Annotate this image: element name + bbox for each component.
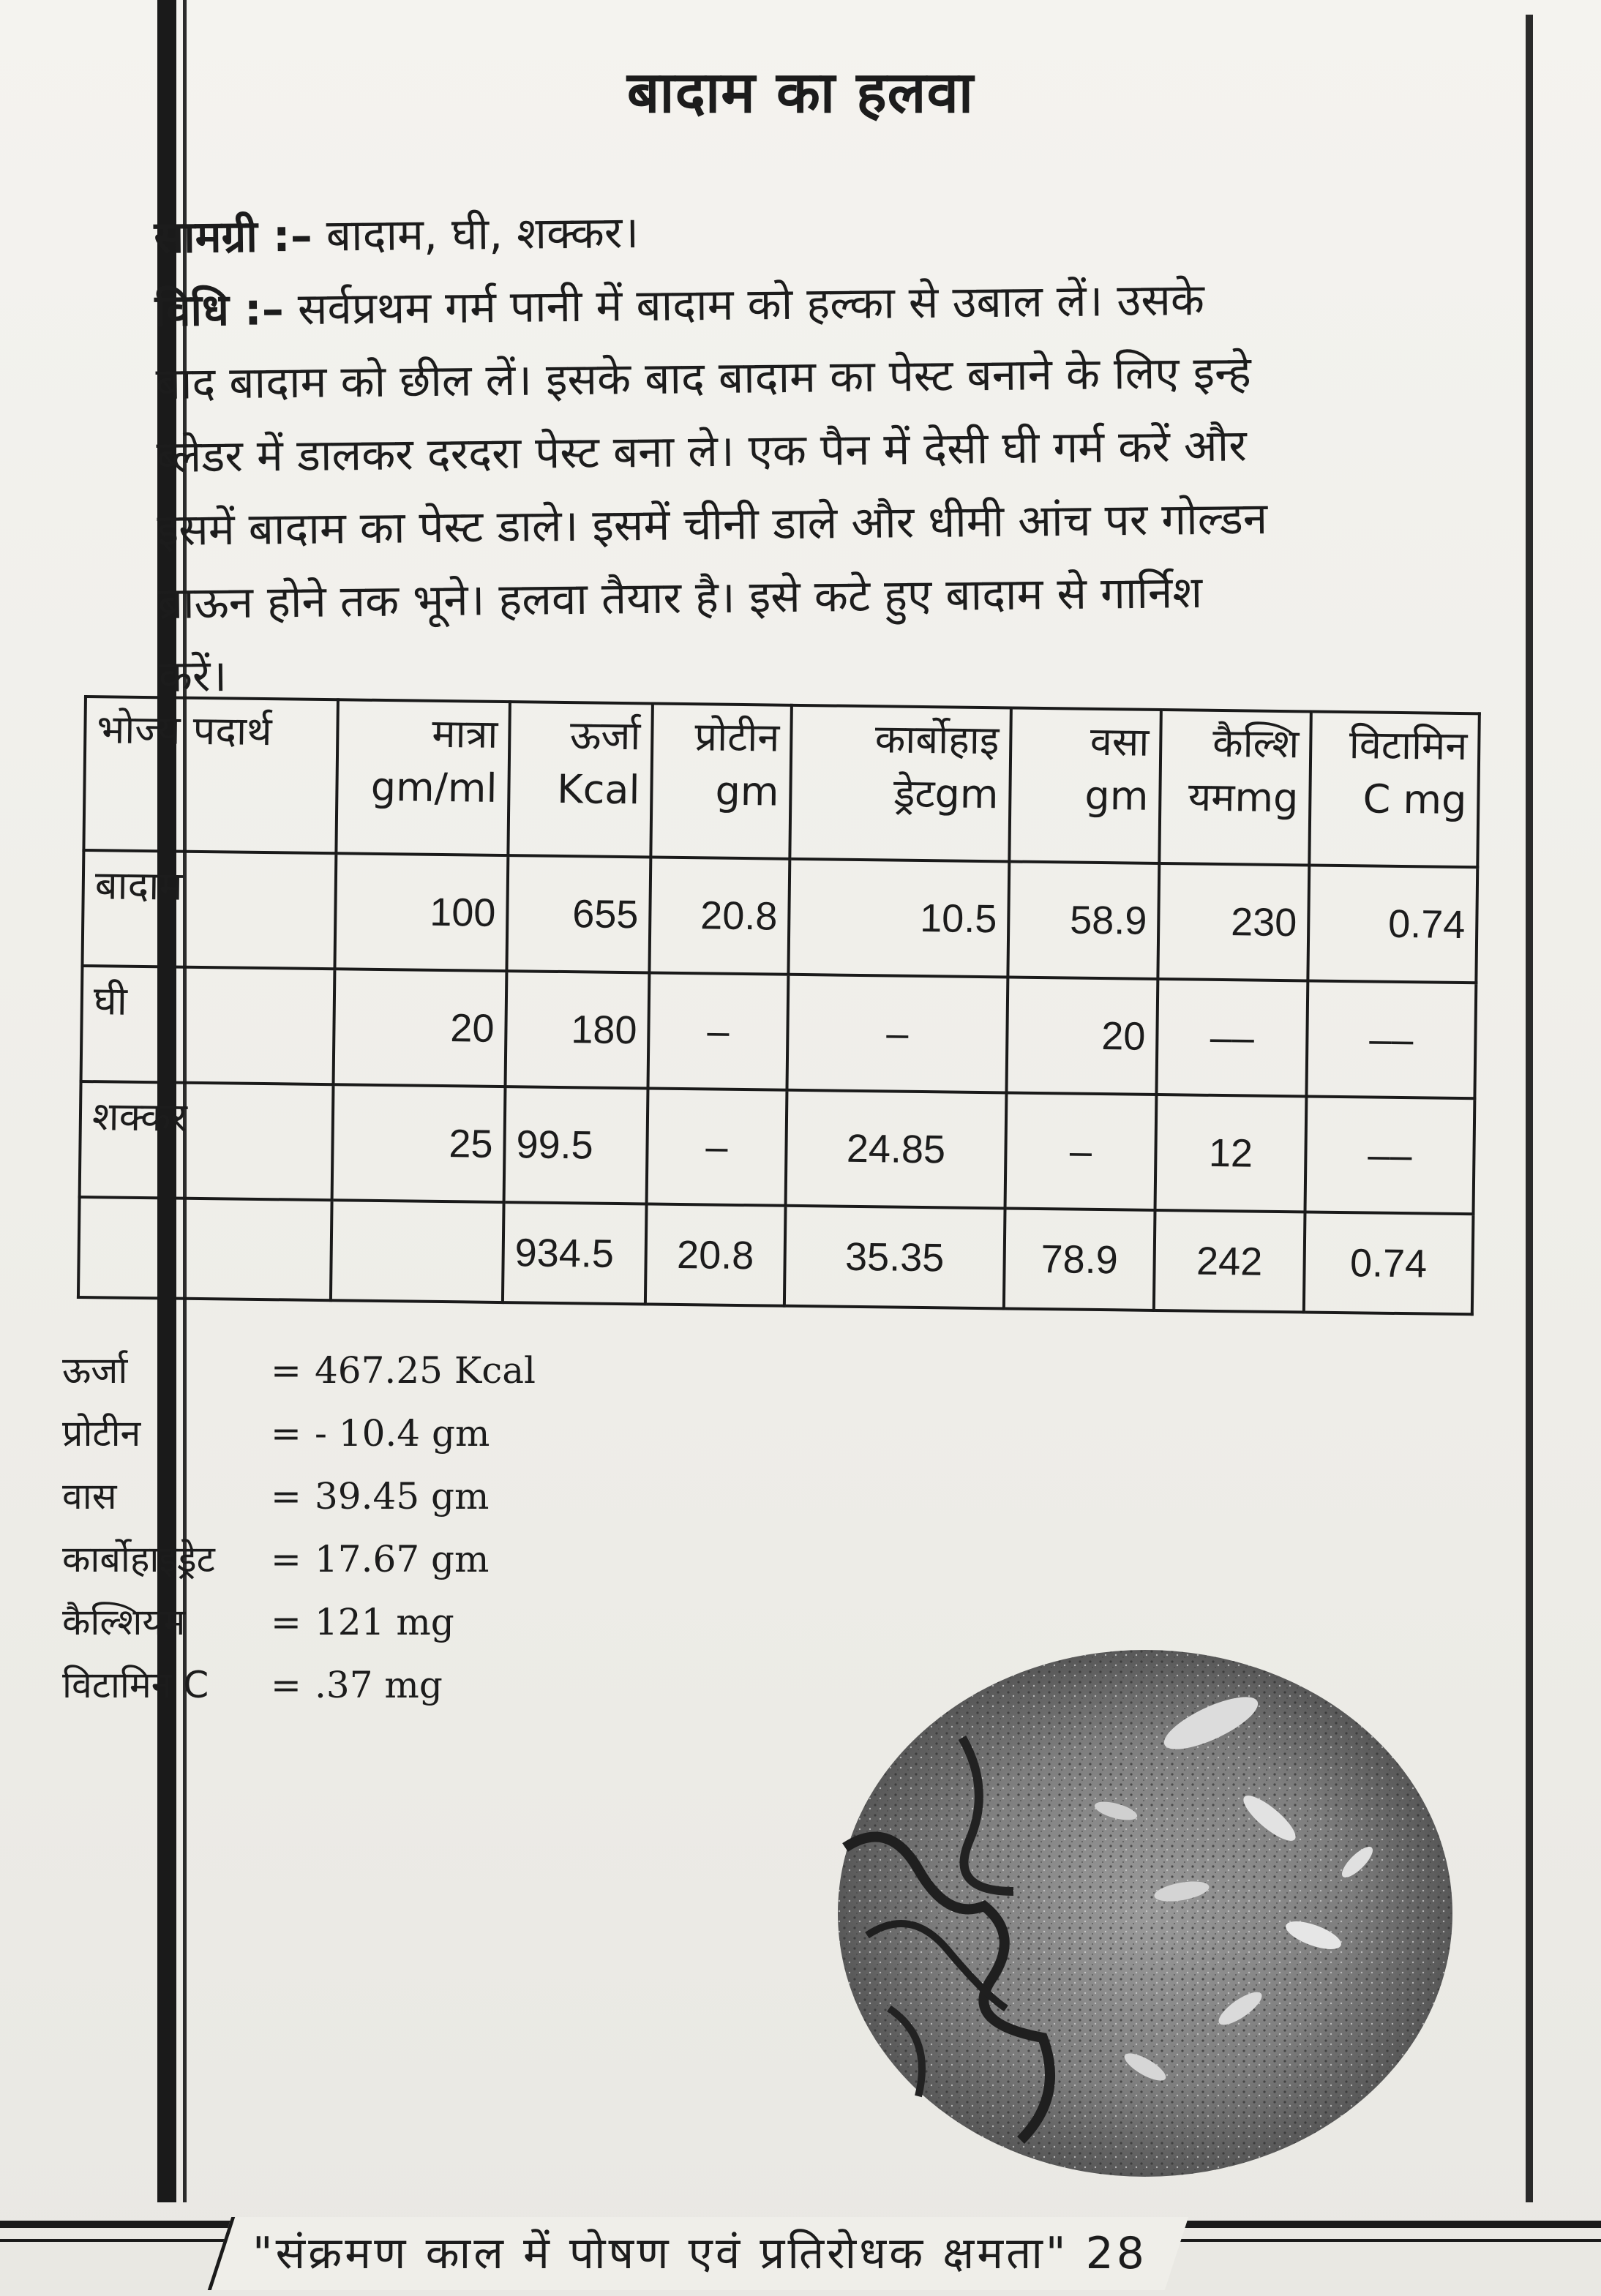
table-cell: 20.8 <box>649 857 790 974</box>
page-number: 28 <box>1085 2228 1147 2279</box>
table-cell: 78.9 <box>1004 1208 1155 1310</box>
method-line: ब्लेडर में डालकर दरदरा पेस्ट बना ले। एक पैन में देसी घी गर्म करें और <box>156 420 1248 483</box>
table-cell: 35.35 <box>784 1206 1005 1309</box>
method-line <box>154 260 1523 348</box>
summary-value: .37 mg <box>315 1664 443 1706</box>
table-cell: 24.85 <box>786 1090 1007 1209</box>
summary-equals: = <box>271 1349 301 1392</box>
table-cell: 0.74 <box>1304 1212 1474 1314</box>
table-cell: 934.5 <box>503 1202 647 1304</box>
footer <box>208 2217 1188 2290</box>
table-cell: 655 <box>506 855 650 972</box>
header-energy: ऊर्जा Kcal <box>508 702 653 857</box>
page-frame-right <box>1526 15 1533 2202</box>
table-cell: – <box>648 972 788 1089</box>
ingredients-line <box>154 187 1523 274</box>
summary-value: 39.45 gm <box>315 1475 490 1517</box>
summary-label: वास <box>62 1475 117 1517</box>
header-protein: प्रोटीन gm <box>650 703 792 858</box>
nutrition-table <box>77 695 1481 1316</box>
method-label: विधि :– <box>154 284 285 337</box>
table-cell: – <box>787 975 1008 1093</box>
table-cell: – <box>1005 1092 1157 1210</box>
table-row <box>80 1081 1475 1214</box>
table-cell: 20 <box>334 969 507 1087</box>
header-quantity: मात्रा gm/ml <box>336 699 510 855</box>
summary-equals: = <box>271 1412 301 1455</box>
header-fat: वसा gm <box>1009 708 1161 863</box>
method-line: इसमें बादाम का पेस्ट डाले। इसमें चीनी डाले और धीमी आंच पर गोल्डन <box>157 493 1268 556</box>
recipe-title: बादाम का हलवा <box>626 59 975 126</box>
table-cell: 242 <box>1154 1210 1305 1312</box>
header-food-item: भोज्य पदार्थ <box>83 697 338 853</box>
method-line-1: सर्वप्रथम गर्म पानी में बादाम को हल्का से उबाल लें। उसके <box>297 274 1205 335</box>
ingredients-label: सामग्री :– <box>154 210 313 263</box>
summary-label: प्रोटीन <box>62 1412 141 1455</box>
table-cell: घी <box>81 966 335 1084</box>
table-cell: 10.5 <box>788 859 1009 978</box>
method-line: बाद बादाम को छील लें। इसके बाद बादाम का पेस्ट बनाने के लिए इन्हे <box>155 347 1252 410</box>
table-cell: – <box>647 1088 787 1205</box>
table-cell: 20 <box>1006 977 1158 1095</box>
summary-label: विटामिन C <box>62 1664 209 1706</box>
header-carbohydrate: कार्बोहाइ ड्रेटgm <box>790 705 1011 862</box>
header-calcium: कैल्शि यमmg <box>1159 710 1311 865</box>
table-cell: 12 <box>1155 1095 1307 1212</box>
footer-text: "संक्रमण काल में पोषण एवं प्रतिरोधक क्षमता" <box>252 2228 1069 2279</box>
table-cell: –– <box>1306 980 1476 1098</box>
table-cell: –– <box>1305 1096 1474 1214</box>
table-cell: –– <box>1156 979 1308 1097</box>
table-cell: 180 <box>506 971 650 1088</box>
method-line: करें। <box>158 650 228 702</box>
table-cell: 230 <box>1158 863 1309 981</box>
table-row <box>81 966 1477 1098</box>
halwa-photo <box>801 1628 1460 2184</box>
table-header-row <box>83 697 1479 867</box>
table-cell: 0.74 <box>1308 865 1477 983</box>
table-cell: 99.5 <box>504 1087 648 1204</box>
summary-value: 17.67 gm <box>315 1538 490 1580</box>
summary-equals: = <box>271 1601 301 1643</box>
table-cell: 20.8 <box>645 1204 786 1305</box>
recipe-text <box>154 187 1527 713</box>
summary-value: 121 mg <box>315 1601 454 1643</box>
table-cell: शक्कर <box>80 1081 334 1200</box>
summary-value: - 10.4 gm <box>315 1412 490 1455</box>
summary-label: कैल्शियम <box>62 1601 186 1643</box>
method-line: ब्राऊन होने तक भूने। हलवा तैयार है। इसे कटे हुए बादाम से गार्निश <box>157 567 1203 629</box>
table-cell: 100 <box>334 853 508 971</box>
summary-label: ऊर्जा <box>62 1349 128 1392</box>
table-cell <box>331 1200 504 1302</box>
summary-equals: = <box>271 1664 301 1706</box>
table-cell: 25 <box>332 1084 506 1202</box>
table-row <box>82 850 1477 983</box>
ingredients-text: बादाम, घी, शक्कर। <box>326 207 640 262</box>
summary-value: 467.25 Kcal <box>315 1349 536 1392</box>
summary-label: कार्बोहाइड्रेट <box>62 1538 215 1580</box>
summary-equals: = <box>271 1538 301 1580</box>
summary-equals: = <box>271 1475 301 1517</box>
table-total-row <box>78 1197 1474 1314</box>
header-vitamin-c: विटामिन C mg <box>1309 711 1480 867</box>
table-cell: बादाम <box>82 850 336 969</box>
table-cell <box>78 1197 332 1300</box>
table-cell: 58.9 <box>1008 861 1159 979</box>
